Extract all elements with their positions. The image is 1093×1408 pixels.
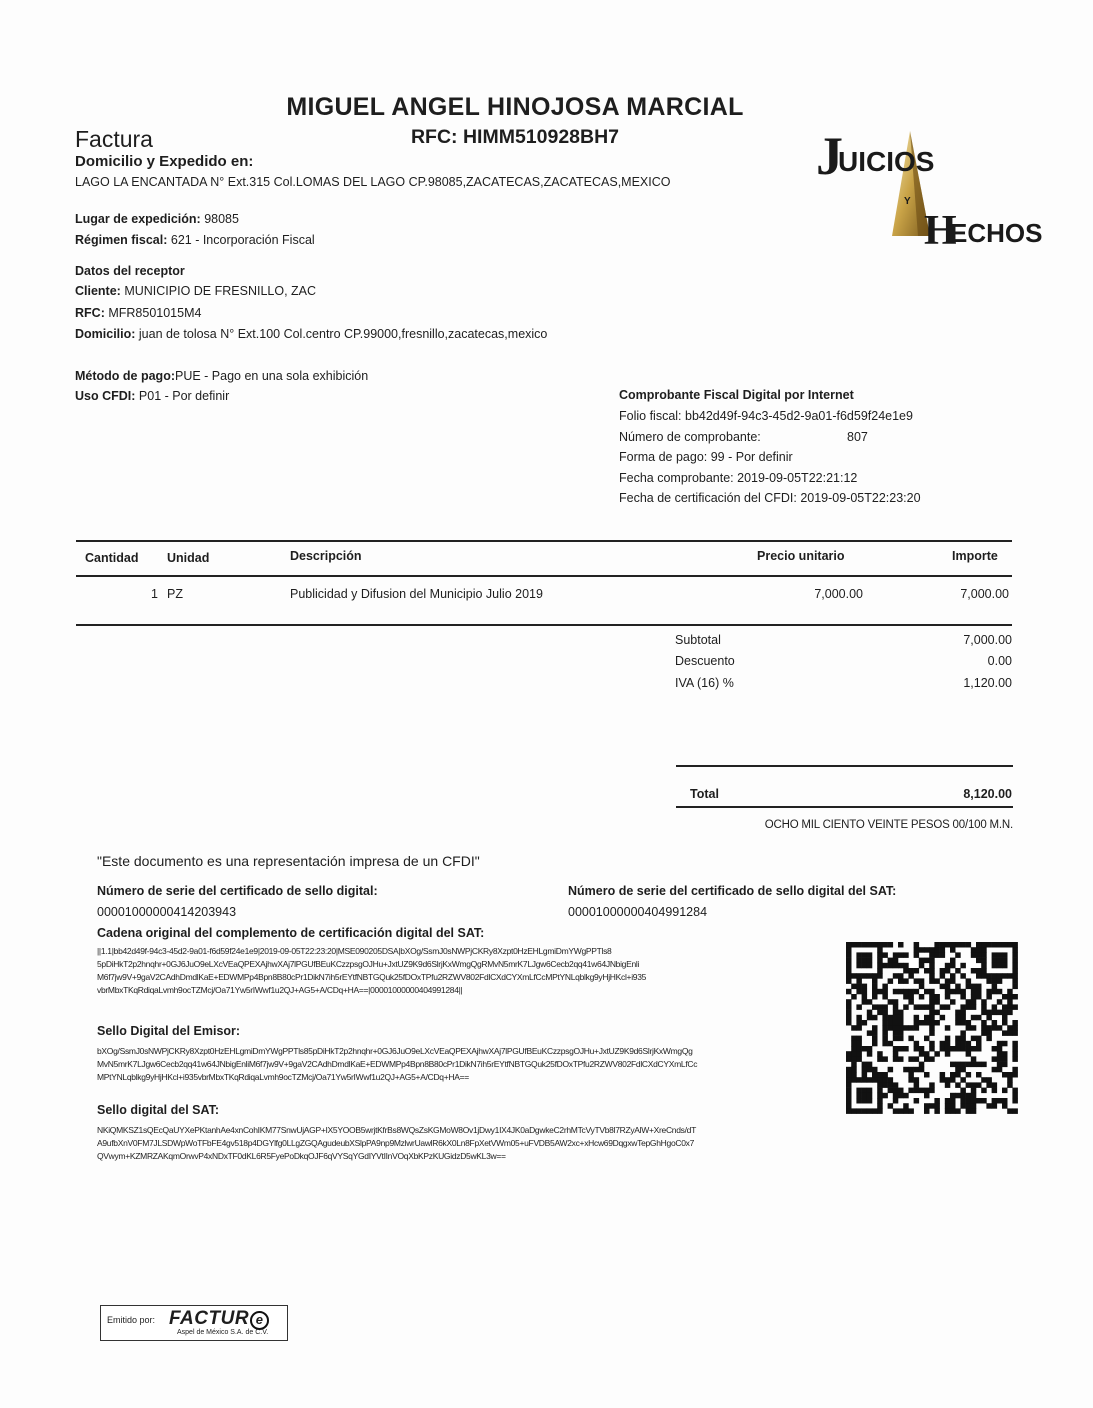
cadena-line: M6f7jw9V+9gaV2CAdhDmdlKaE+EDWMPp4Bpn8B80cPr1DikN7ih5rEYtfNBTGQuk25fDOxTPfu2RZWV802FdlCXdCYXmLfCcMPtYNLqblkg9yHjHKcl+i935 (97, 972, 647, 982)
descuento-value: 0.00 (987, 654, 1012, 668)
serie-certificado-sat-value: 00001000000404991284 (568, 905, 708, 919)
numero-comprobante (619, 430, 761, 444)
receptor-rfc-value: MFR8501015M4 (108, 306, 202, 320)
sello-sat-line: NKiQMKSZ1sQEcQaUYXePKtanhAe4xnCohIKM77SnwUjAGP+IX5YOOB5wrjtKfrBs8WQsZsKGMoW8Ov1jDwy1IX4JK0aDgwkeC2rhMTcVyTVb8l7RZyAlW+XreCnds/dT (97, 1125, 696, 1135)
uso-cfdi-value: P01 - Por definir (138, 389, 230, 403)
iva-value: 1,120.00 (963, 676, 1012, 690)
iva-label: IVA (16) % (675, 676, 734, 690)
lugar-value: 98085 (204, 212, 239, 226)
metodo-pago-label: Método de pago: (75, 369, 175, 383)
logo-letter-h: H (924, 208, 957, 254)
receptor-domicilio-value: juan de tolosa N° Ext.100 Col.centro CP.99000,fresnillo,zacatecas,mexico (138, 327, 548, 341)
logo-word-uicios: UICIOS (838, 146, 935, 177)
document-title: Factura (75, 126, 153, 152)
col-unidad: Unidad (167, 551, 210, 565)
col-descripcion: Descripción (290, 549, 362, 563)
sello-emisor-line: MvN5mrK7LJgw6Cecb2qq41w64JNbigEnliM6f7jw9V+9gaV2CAdhDmdlKaE+EDWMPp4Bpn8B80cPr1DikN7ih5rEYtfNBTGQuk25fDOxTPfu2RZWV802FdlCXdCYXmLfCc (97, 1059, 698, 1069)
col-importe: Importe (952, 549, 998, 563)
cliente-label: Cliente: (75, 284, 121, 298)
issuer-rfc: RFC: HIMM510928BH7 (410, 126, 620, 148)
cfdi-title: Comprobante Fiscal Digital por Internet (619, 388, 854, 402)
issuer-name: MIGUEL ANGEL HINOJOSA MARCIAL (286, 93, 744, 121)
total-en-letra: OCHO MIL CIENTO VEINTE PESOS 00/100 M.N. (764, 819, 1013, 831)
juicios-hechos-logo (810, 116, 1043, 266)
logo-letter-j: J (816, 126, 843, 186)
receptor-domicilio-label: Domicilio: (75, 327, 136, 341)
receptor-rfc (75, 306, 201, 320)
uso-cfdi (75, 389, 229, 403)
cell-importe: 7,000.00 (960, 587, 1009, 601)
receptor-section-label: Datos del receptor (75, 264, 185, 278)
total-top-rule (676, 765, 1013, 767)
sello-sat-label: Sello digital del SAT: (97, 1103, 220, 1117)
cell-descripcion: Publicidad y Difusion del Municipio Julio 2019 (290, 587, 543, 601)
receptor-cliente (75, 284, 316, 298)
domicilio-label: Domicilio y Expedido en: (75, 153, 254, 170)
sello-sat (97, 1124, 837, 1163)
col-cantidad: Cantidad (85, 551, 139, 565)
sello-emisor (97, 1045, 837, 1084)
col-precio: Precio unitario (757, 549, 845, 563)
total-value: 8,120.00 (963, 787, 1012, 801)
forma-pago: Forma de pago: 99 - Por definir (619, 450, 793, 464)
sello-sat-line: A9ufbXnV0FM7JLSDWpWoTFbFE4gv518p4DGYlfg0LLgZGQAgudeubXSlpPA9np9MzlwrUawlR6kX0Ln8FpXetVWm05+uFVDB5AW2xc+xHcw69DqgxwTepGhHgoC0x7 (97, 1138, 695, 1148)
table-header-rule (76, 575, 1012, 577)
sello-sat-line: QVwym+KZMRZAKqmOrwvP4xNDxTF0dKL6R5FyePoDkqOJF6qVYSqYGdIYVtIInVOqXbKPzKUGidzD5wKL3w== (97, 1151, 506, 1161)
cadena-line: 5pDiHkT2p2hnqhr+0GJ6JuO9eLXcVEaQPEXAjhwXAj7lPGUfBEuKCzzpsgOJHu+JxtUZ9K9d6SlrjKxWmgQgRMvN5mrK7LJgw6Cecb2qq41w64JNbigEnli (97, 959, 640, 969)
numero-comprobante-label: Número de comprobante: (619, 430, 761, 444)
receptor-rfc-label: RFC: (75, 306, 105, 320)
total-bottom-rule (676, 806, 1013, 808)
sello-emisor-line: bXOg/SsmJ0sNWPjCKRy8Xzpt0HzEHLgmiDmYWgPPTls85pDiHkT2p2hnqhr+0GJ6JuO9eLXcVEaQPEXAjhwXAj7lPGUfBEuKCzzpsgOJHu+JxtUZ9K9d6SlrjKxWmgQg (97, 1046, 693, 1056)
cadena-original (97, 945, 837, 997)
emitido-label: Emitido por: (107, 1315, 156, 1325)
cadena-original-label: Cadena original del complemento de certificación digital del SAT: (97, 926, 485, 940)
table-bottom-rule (76, 624, 1012, 626)
sello-emisor-label: Sello Digital del Emisor: (97, 1024, 241, 1038)
folio-fiscal: Folio fiscal: bb42d49f-94c3-45d2-9a01-f6d59f24e1e9 (619, 409, 913, 423)
logo-connector: Y (904, 196, 911, 207)
subtotal-label: Subtotal (675, 633, 721, 647)
cliente-value: MUNICIPIO DE FRESNILLO, ZAC (124, 284, 317, 298)
logo-word-echos: ECHOS (950, 218, 1043, 248)
table-top-rule (76, 540, 1012, 542)
numero-comprobante-value: 807 (847, 430, 868, 444)
fecha-certificacion: Fecha de certificación del CFDI: 2019-09-05T22:23:20 (619, 491, 921, 505)
facture-logo (169, 1308, 269, 1330)
facture-e-icon: e (250, 1311, 269, 1330)
total-label: Total (690, 787, 719, 801)
cadena-line: ||1.1|bb42d49f-94c3-45d2-9a01-f6d59f24e1e9|2019-09-05T22:23:20|MSE090205DSA|bXOg/SsmJ0sNWPjCKRy8Xzpt0HzEHLgmiDmYWgPPTls8 (97, 946, 612, 956)
cadena-line: vbrMbxTKqRdiqaLvmh9ocTZMcj/Oa71Yw5rIWwf1u2QJ+AG5+A/CDq+HA==|00001000000404991284|| (97, 985, 463, 995)
cell-unidad: PZ (167, 587, 183, 601)
domicilio-value: LAGO LA ENCANTADA N° Ext.315 Col.LOMAS DEL LAGO CP.98085,ZACATECAS,ZACATECAS,MEXICO (75, 175, 671, 189)
metodo-pago-value: PUE - Pago en una sola exhibición (175, 369, 369, 383)
fecha-comprobante: Fecha comprobante: 2019-09-05T22:21:12 (619, 471, 858, 485)
uso-cfdi-label: Uso CFDI: (75, 389, 136, 403)
qr-code (846, 942, 1018, 1117)
facture-brand: FACTUR (169, 1308, 250, 1329)
serie-certificado-label: Número de serie del certificado de sello digital: (97, 884, 378, 898)
serie-certificado-sat-label: Número de serie del certificado de sello digital del SAT: (568, 884, 897, 898)
emitido-por-badge (100, 1305, 288, 1341)
subtotal-value: 7,000.00 (963, 633, 1012, 647)
lugar-expedicion (75, 212, 239, 226)
representacion-impresa: "Este documento es una representación impresa de un CFDI" (97, 853, 480, 869)
metodo-pago (75, 369, 368, 383)
sello-emisor-line: MPtYNLqblkg9yHjHKcl+i935vbrMbxTKqRdiqaLvmh9ocTZMcj/Oa71Yw5rIWwf1u2QJ+AG5+A/CDq+HA== (97, 1072, 469, 1082)
cell-precio: 7,000.00 (814, 587, 863, 601)
facture-company: Aspel de México S.A. de C.V. (177, 1329, 269, 1336)
receptor-domicilio (75, 327, 547, 341)
descuento-label: Descuento (675, 654, 735, 668)
serie-certificado-value: 00001000000414203943 (97, 905, 237, 919)
regimen-fiscal (75, 233, 315, 247)
regimen-label: Régimen fiscal: (75, 233, 168, 247)
regimen-value: 621 - Incorporación Fiscal (170, 233, 315, 247)
cell-cantidad: 1 (151, 587, 158, 601)
lugar-label: Lugar de expedición: (75, 212, 201, 226)
